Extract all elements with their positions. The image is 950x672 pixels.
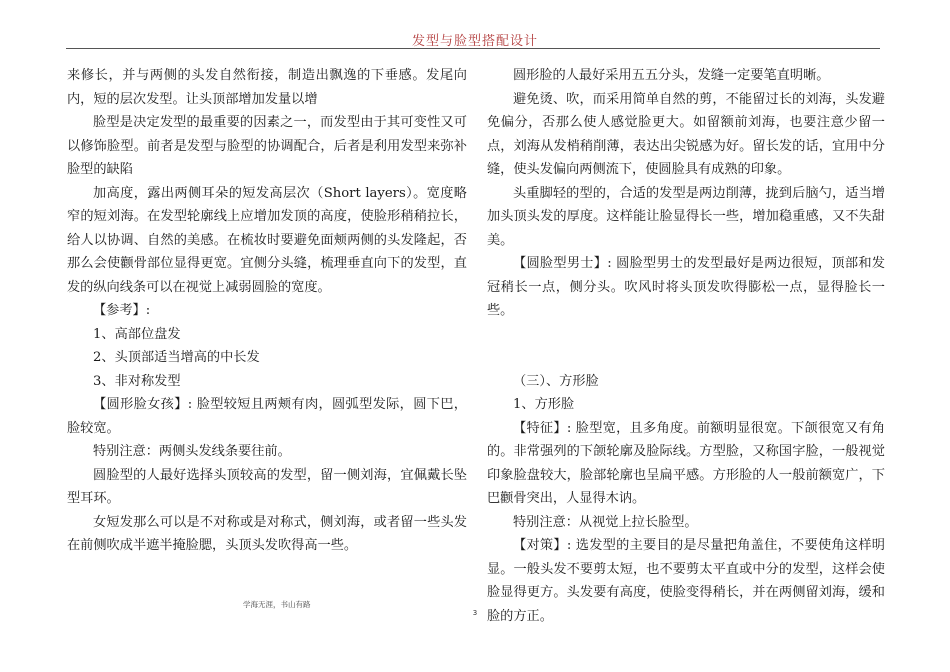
paragraph: 来修长，并与两侧的头发自然衔接，制造出飘逸的下垂感。发尾向内，短的层次发型。让头顶部增加发量以增 <box>67 68 467 107</box>
paragraph: 脸型是决定发型的最重要的因素之一，而发型由于其可变性又可以修饰脸型。前者是发型与脸型的协调配合，后者是利用发型来弥补脸型的缺陷 <box>67 115 467 177</box>
right-text-column <box>487 64 885 628</box>
paragraph: 1、高部位盘发 <box>93 326 181 342</box>
paragraph: 女短发那么可以是不对称或是对称式，侧刘海，或者留一些头发在前侧吹成半遮半掩脸腮，头顶头发吹得高一些。 <box>67 514 467 553</box>
paragraph: 圆形脸的人最好采用五五分头，发缝一定要笔直明晰。 <box>513 68 830 83</box>
footer-motto: 学海无涯，书山有路 <box>243 600 311 609</box>
paragraph: 【圆形脸女孩】: 脸型较短且两颊有肉，圆弧型发际，圆下巴，脸较宽。 <box>67 397 467 436</box>
paragraph: 圆脸型的人最好选择头顶较高的发型，留一侧刘海，宜佩戴长坠型耳环。 <box>67 467 467 506</box>
paragraph: 特别注意：两侧头发线条要往前。 <box>93 444 291 459</box>
paragraph: （三）、方形脸 <box>513 373 599 389</box>
section-gap <box>487 323 885 370</box>
page-header-title: 发型与脸型搭配设计 <box>411 34 538 49</box>
paragraph: 2、头顶部适当增高的中长发 <box>93 350 260 365</box>
paragraph: 特别注意：从视觉上拉长脸型。 <box>513 514 698 530</box>
paragraph: 加高度，露出两侧耳朵的短发高层次（Short layers）。宽度略窄的短刘海。在发型轮廓线上应增加发顶的高度，使脸形稍稍拉长，给人以协调、自然的美感。在梳妆时要避免面颊两侧的头发隆起，否那么会使颧骨部位显得更宽。宜侧分头缝，梳理垂直向下的发型，直发的纵向线条可以在视觉上减弱圆脸的宽度。 <box>67 185 467 295</box>
page-number: 3 <box>472 609 478 617</box>
paragraph: 【对策】: 选发型的主要目的是尽量把角盖住，不要使角这样明显。一般头发不要剪太短，也不要剪太平直或中分的发型，这样会使脸显得更方。头发要有高度，使脸变得稍长，并在两侧留刘海，缓和脸的方正。 <box>487 538 885 624</box>
paragraph: 避免烫、吹，而采用简单自然的剪，不能留过长的刘海，头发避免偏分，否那么使人感觉脸更大。如留额前刘海，也要注意少留一点，刘海从发梢稍削薄，表达出尖锐感为好。留长发的话，宜用中分缝，使头发偏向两侧流下，使圆脸具有成熟的印象。 <box>487 91 885 177</box>
paragraph: 【特征】: 脸型宽，且多角度。前额明显很宽。下颌很宽又有角的。非常强列的下颌轮廓及脸际线。方型脸，又称国字脸，一般视觉印象脸盘较大，脸部轮廓也呈扁平感。方形脸的人一般前额宽广，下巴颧骨突出，人显得木讷。 <box>487 420 885 506</box>
header-divider <box>66 48 880 49</box>
paragraph: 3、非对称发型 <box>93 373 181 389</box>
paragraph: 【圆脸型男士】: 圆脸型男士的发型最好是两边很短，顶部和发冠稍长一点，侧分头。吹风时将头顶发吹得膨松一点，显得脸长一些。 <box>487 256 885 318</box>
paragraph: 头重脚轻的型的，合适的发型是两边削薄，拢到后脑勺，适当增加头顶头发的厚度。这样能让脸显得长一些，增加稳重感，又不失甜美。 <box>487 185 885 248</box>
paragraph: 1、方形脸 <box>513 397 575 412</box>
paragraph: 【参考】: <box>93 303 151 318</box>
left-text-column <box>67 64 467 558</box>
